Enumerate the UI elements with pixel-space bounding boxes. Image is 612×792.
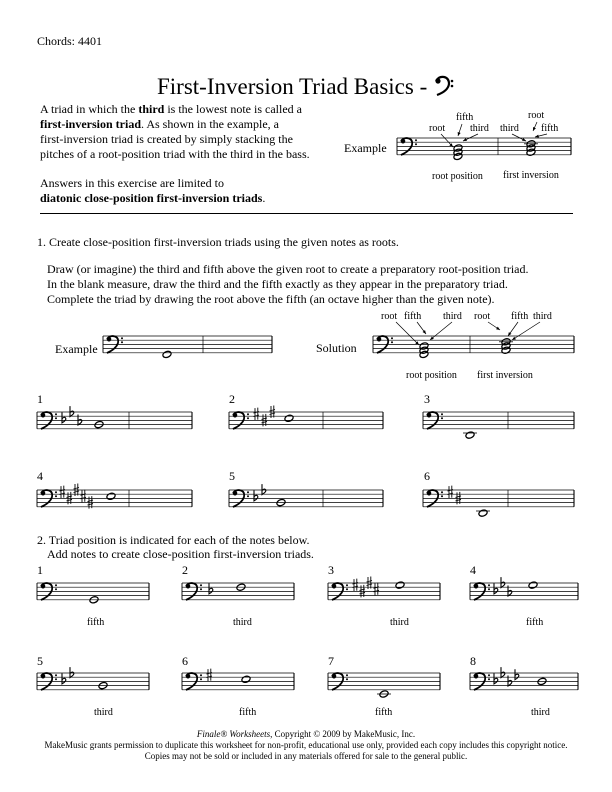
- footer-permission: MakeMusic grants permission to duplicate this worksheet for non-profit, educational use only, provided each copy includes this copyright notice.: [44, 740, 568, 750]
- section2-heading-2: Add notes to create close-position first-inversion triads.: [47, 547, 314, 561]
- bass-clef-icon: [55, 588, 57, 590]
- intro-bold-limit: diatonic close-position first-inversion triads: [40, 191, 263, 205]
- bass-clef-icon: [233, 413, 238, 418]
- whole-note: [106, 492, 116, 500]
- exercise-number: 8: [470, 654, 476, 668]
- section1-heading: 1. Create close-position first-inversion triads using the given notes as roots.: [37, 235, 399, 249]
- intro-text: A triad in which the: [40, 102, 139, 116]
- bass-clef-icon: [488, 678, 490, 680]
- flat-icon: [70, 406, 74, 417]
- annotation-arrow: [396, 322, 419, 345]
- annotation-third: third: [500, 123, 519, 134]
- sharp-icon: [254, 408, 260, 421]
- flat-icon: [501, 577, 505, 588]
- section1-instruction-1: Draw (or imagine) the third and fifth above the given root to create a preparatory root-position triad.: [47, 262, 529, 276]
- annotation-fifth: fifth: [511, 311, 529, 322]
- annotation-arrow: [508, 332, 511, 336]
- bass-clef-icon: [247, 495, 249, 497]
- section2-heading-1: 2. Triad position is indicated for each of the notes below.: [37, 533, 310, 547]
- exercise-number: 3: [328, 563, 334, 577]
- whole-note: [284, 414, 294, 422]
- position-label: third: [94, 707, 113, 718]
- sharp-icon: [353, 579, 359, 592]
- bass-clef-icon: [41, 674, 46, 679]
- exercise-number: 3: [424, 392, 430, 406]
- annotation-fifth: fifth: [456, 112, 474, 123]
- annotation-fifth: fifth: [404, 311, 422, 322]
- bass-clef-icon: [332, 584, 337, 589]
- bass-clef-icon: [415, 139, 417, 141]
- intro-bold-third: third: [138, 102, 165, 116]
- bass-clef-icon: [391, 341, 393, 343]
- position-label: fifth: [526, 617, 544, 628]
- bass-clef-icon: [233, 491, 238, 496]
- whole-note: [528, 581, 538, 589]
- flat-icon: [515, 669, 519, 680]
- position-label: fifth: [87, 617, 105, 628]
- exercise-number: 6: [424, 469, 430, 483]
- exercise-number: 5: [37, 654, 43, 668]
- sharp-icon: [448, 486, 454, 499]
- bass-clef-icon: [186, 674, 191, 679]
- whole-note: [395, 581, 405, 589]
- exercise-number: 2: [229, 392, 235, 406]
- footer-brand: Finale: [196, 729, 221, 739]
- bass-clef-icon: [427, 413, 432, 418]
- exercise-number: 4: [470, 563, 476, 577]
- intro-text: pitches of a root-position triad with the third in the bass.: [40, 147, 310, 161]
- bass-clef-icon: [55, 495, 57, 497]
- bass-clef-icon: [55, 678, 57, 680]
- flat-icon: [209, 583, 213, 594]
- flat-icon: [70, 667, 74, 678]
- worksheet-code: Chords: 4401: [37, 34, 103, 48]
- footer-brand: ® Worksheets: [220, 729, 271, 739]
- flat-icon: [262, 484, 266, 495]
- bass-clef-icon: [488, 588, 490, 590]
- bass-clef-icon: [441, 495, 443, 497]
- annotation-root: root: [429, 123, 446, 134]
- section1-instruction-3: Complete the triad by drawing the root above the fifth (an octave higher than the given note).: [47, 292, 495, 306]
- bass-clef-icon: [401, 139, 406, 144]
- bass-clef-icon: [41, 584, 46, 589]
- bass-clef-icon: [346, 674, 348, 676]
- exercise-number: 4: [37, 469, 43, 483]
- bass-clef-icon: [346, 588, 348, 590]
- whole-note: [162, 350, 172, 358]
- bass-clef-icon: [441, 491, 443, 493]
- flat-icon: [62, 412, 66, 423]
- flat-icon: [254, 490, 258, 501]
- annotation-arrow: [430, 322, 452, 340]
- annotation-root: root: [528, 110, 545, 121]
- exercise-number: 1: [37, 392, 43, 406]
- annotation-arrow: [496, 327, 500, 330]
- sharp-icon: [374, 583, 380, 596]
- bass-clef-icon: [377, 337, 382, 342]
- sharp-icon: [60, 486, 66, 499]
- bass-clef-icon: [415, 143, 417, 145]
- solution-label: Solution: [316, 341, 357, 355]
- bass-clef-icon: [186, 584, 191, 589]
- first-inversion-label: first inversion: [477, 370, 533, 381]
- intro-text: Answers in this exercise are limited to: [40, 176, 224, 190]
- position-label: third: [233, 617, 252, 628]
- annotation-third: third: [470, 123, 489, 134]
- bass-clef-icon: [427, 491, 432, 496]
- intro-text: .: [262, 191, 266, 205]
- bass-clef-icon: [55, 491, 57, 493]
- annotation-third: third: [533, 311, 552, 322]
- intro-text: . As shown in the example, a: [141, 117, 279, 131]
- flat-icon: [501, 667, 505, 678]
- bass-clef-icon: [200, 588, 202, 590]
- bass-clef-icon: [247, 413, 249, 415]
- bass-clef-icon: [121, 337, 123, 339]
- bass-clef-icon: [332, 674, 337, 679]
- bass-clef-icon: [247, 417, 249, 419]
- bass-clef-icon: [441, 417, 443, 419]
- bass-clef-icon: [474, 584, 479, 589]
- bass-clef-icon: [247, 491, 249, 493]
- bass-clef-icon: [200, 584, 202, 586]
- bass-clef-icon: [55, 413, 57, 415]
- bass-clef-icon: [474, 674, 479, 679]
- bass-clef-icon: [488, 674, 490, 676]
- position-label: fifth: [239, 707, 257, 718]
- annotation-fifth: fifth: [541, 123, 559, 134]
- bass-clef-icon: [391, 337, 393, 339]
- root-position-label: root position: [406, 370, 457, 381]
- flat-icon: [62, 673, 66, 684]
- exercise-number: 7: [328, 654, 334, 668]
- annotation-arrow: [423, 330, 426, 334]
- whole-note: [465, 431, 475, 439]
- annotation-root: root: [381, 311, 398, 322]
- bass-clef-icon: [55, 674, 57, 676]
- footer-text: , Copyright © 2009 by MakeMusic, Inc.: [270, 729, 416, 739]
- bass-clef-icon: [41, 491, 46, 496]
- bass-clef-icon: [107, 337, 112, 342]
- annotation-arrow: [512, 337, 516, 340]
- annotation-root: root: [474, 311, 491, 322]
- root-position-label: root position: [432, 171, 483, 182]
- example-label: Example: [55, 342, 98, 356]
- bass-clef-icon: [200, 678, 202, 680]
- bass-clef-icon: [121, 341, 123, 343]
- example-label: Example: [344, 141, 387, 155]
- position-label: fifth: [375, 707, 393, 718]
- annotation-third: third: [443, 311, 462, 322]
- intro-text: is the lowest note is called a: [164, 102, 302, 116]
- annotation-arrow: [458, 132, 461, 136]
- sharp-icon: [207, 669, 213, 682]
- exercise-number: 6: [182, 654, 188, 668]
- bass-clef-icon: [488, 584, 490, 586]
- position-label: third: [531, 707, 550, 718]
- whole-note: [478, 509, 488, 517]
- intro-text: first-inversion triad is created by simply stacking the: [40, 132, 293, 146]
- intro-bold-term: first-inversion triad: [40, 117, 141, 131]
- section1-instruction-2: In the blank measure, draw the third and the fifth exactly as they appear in the preparatory triad.: [47, 277, 508, 291]
- bass-clef-icon: [55, 417, 57, 419]
- exercise-number: 1: [37, 563, 43, 577]
- position-label: third: [390, 617, 409, 628]
- footer-restriction: Copies may not be sold or included in any materials offered for sale to the general public.: [144, 751, 468, 761]
- first-inversion-label: first inversion: [503, 170, 559, 181]
- bass-clef-icon: [200, 674, 202, 676]
- bass-clef-icon: [346, 678, 348, 680]
- exercise-number: 5: [229, 469, 235, 483]
- exercise-number: 2: [182, 563, 188, 577]
- flat-icon: [494, 673, 498, 684]
- bass-clef-icon: [55, 584, 57, 586]
- title-text: First-Inversion Triad Basics -: [157, 74, 433, 99]
- whole-note: [241, 675, 251, 683]
- bass-clef-icon: [346, 584, 348, 586]
- flat-icon: [494, 583, 498, 594]
- sharp-icon: [81, 490, 87, 503]
- bass-clef-icon: [441, 413, 443, 415]
- bass-clef-icon: [41, 413, 46, 418]
